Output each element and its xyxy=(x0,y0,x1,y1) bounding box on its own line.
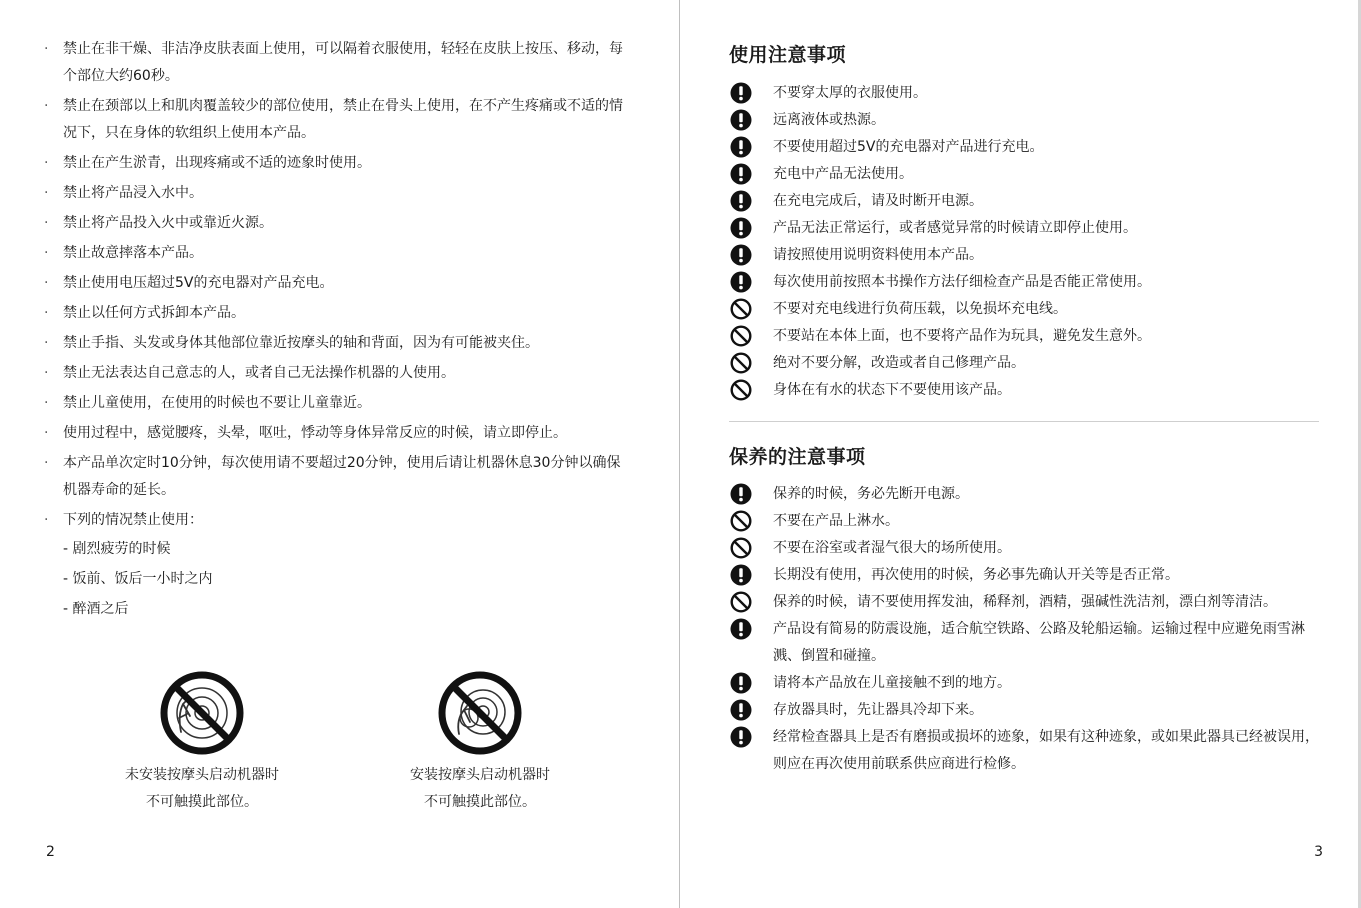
note-text: 身体在有水的状态下不要使用该产品。 xyxy=(773,382,1011,398)
figure-caption-line1: 未安装按摩头启动机器时 xyxy=(125,767,279,783)
note-text: 每次使用前按照本书操作方法仔细检查产品是否能正常使用。 xyxy=(773,274,1151,290)
prohibited-icon xyxy=(730,298,752,320)
list-item: · 禁止在非干燥、非洁净皮肤表面上使用，可以隔着衣服使用，轻轻在皮肤上按压、移动，每个部位大约60秒。 xyxy=(44,36,624,90)
figure-caption-line1: 安装按摩头启动机器时 xyxy=(410,767,550,783)
note-text: 不要站在本体上面，也不要将产品作为玩具，避免发生意外。 xyxy=(773,328,1151,344)
figure-no-touch-unattached xyxy=(92,670,312,816)
figure-caption-line2: 不可触摸此部位。 xyxy=(424,794,536,810)
note-item xyxy=(729,350,1319,377)
no-touch-icon xyxy=(437,670,523,756)
sub-list-item: - 饭前、饭后一小时之内 xyxy=(63,571,213,587)
warning-icon xyxy=(730,136,752,158)
note-text: 产品无法正常运行，或者感觉异常的时候请立即停止使用。 xyxy=(773,220,1137,236)
page-number: 2 xyxy=(46,844,55,860)
list-item: · 禁止手指、头发或身体其他部位靠近按摩头的轴和背面，因为有可能被夹住。 xyxy=(44,330,624,357)
warning-icon xyxy=(730,672,752,694)
note-text: 远离液体或热源。 xyxy=(773,112,885,128)
prohibited-icon xyxy=(730,379,752,401)
note-item xyxy=(729,269,1319,296)
list-item: · 禁止以任何方式拆卸本产品。 xyxy=(44,300,624,327)
note-text: 充电中产品无法使用。 xyxy=(773,166,913,182)
note-text: 请将本产品放在儿童接触不到的地方。 xyxy=(773,675,1011,691)
list-item: · 禁止将产品投入火中或靠近火源。 xyxy=(44,210,624,237)
warning-icon xyxy=(730,244,752,266)
list-item: · 禁止在产生淤青，出现疼痛或不适的迹象时使用。 xyxy=(44,150,624,177)
prohibition-list xyxy=(44,36,624,626)
warning-icon xyxy=(730,618,752,640)
note-item xyxy=(729,242,1319,269)
note-text: 不要对充电线进行负荷压载，以免损坏充电线。 xyxy=(773,301,1067,317)
list-item: · 禁止无法表达自己意志的人，或者自己无法操作机器的人使用。 xyxy=(44,360,624,387)
note-item xyxy=(729,296,1319,323)
right-page xyxy=(681,0,1361,908)
list-item: · 禁止故意摔落本产品。 xyxy=(44,240,624,267)
list-item: · 禁止使用电压超过5V的充电器对产品充电。 xyxy=(44,270,624,297)
list-item-label: 下列的情况禁止使用： xyxy=(63,512,203,528)
note-item xyxy=(729,724,1319,778)
note-item xyxy=(729,134,1319,161)
warning-icon xyxy=(730,271,752,293)
note-text: 请按照使用说明资料使用本产品。 xyxy=(773,247,983,263)
note-text: 绝对不要分解，改造或者自己修理产品。 xyxy=(773,355,1025,371)
note-text: 经常检查器具上是否有磨损或损坏的迹象，如果有这种迹象，或如果此器具已经被误用，则应在再次使用前联系供应商进行检修。 xyxy=(773,729,1319,772)
note-item xyxy=(729,107,1319,134)
note-item xyxy=(729,697,1319,724)
note-item xyxy=(729,377,1319,404)
figure-no-touch-attached xyxy=(370,670,590,816)
note-text: 不要使用超过5V的充电器对产品进行充电。 xyxy=(773,139,1044,155)
note-item xyxy=(729,481,1319,508)
list-item: · 使用过程中，感觉腰疼，头晕，呕吐，悸动等身体异常反应的时候，请立即停止。 xyxy=(44,420,624,447)
prohibited-icon xyxy=(730,510,752,532)
note-item xyxy=(729,616,1319,670)
note-text: 存放器具时，先让器具冷却下来。 xyxy=(773,702,983,718)
usage-section-title: 使用注意事项 xyxy=(729,44,847,66)
note-item xyxy=(729,562,1319,589)
list-item-with-sublist xyxy=(44,507,624,623)
note-text: 长期没有使用，再次使用的时候，务必事先确认开关等是否正常。 xyxy=(773,567,1179,583)
list-item: · 禁止在颈部以上和肌肉覆盖较少的部位使用，禁止在骨头上使用，在不产生疼痛或不适的情况下，只在身体的软组织上使用本产品。 xyxy=(44,93,624,147)
note-item xyxy=(729,188,1319,215)
prohibited-icon xyxy=(730,591,752,613)
note-item xyxy=(729,80,1319,107)
warning-icon xyxy=(730,699,752,721)
usage-notes-list xyxy=(729,80,1319,404)
list-item: · 禁止将产品浸入水中。 xyxy=(44,180,624,207)
warning-icon xyxy=(730,217,752,239)
note-text: 不要在产品上淋水。 xyxy=(773,513,899,529)
warning-icon xyxy=(730,190,752,212)
note-item xyxy=(729,161,1319,188)
warning-icon xyxy=(730,82,752,104)
note-item xyxy=(729,670,1319,697)
sub-list xyxy=(63,536,624,623)
left-page xyxy=(0,0,680,908)
warning-icon xyxy=(730,564,752,586)
note-text: 保养的时候，请不要使用挥发油，稀释剂，酒精，强碱性洗洁剂，漂白剂等清洁。 xyxy=(773,594,1277,610)
sub-list-item: - 醉酒之后 xyxy=(63,601,129,617)
list-item: · 本产品单次定时10分钟，每次使用请不要超过20分钟，使用后请让机器休息30分钟以确保机器寿命的延长。 xyxy=(44,450,624,504)
section-divider xyxy=(729,421,1319,422)
note-text: 不要穿太厚的衣服使用。 xyxy=(773,85,927,101)
list-item: · 禁止儿童使用，在使用的时候也不要让儿童靠近。 xyxy=(44,390,624,417)
figure-caption-line2: 不可触摸此部位。 xyxy=(146,794,258,810)
note-item xyxy=(729,215,1319,242)
note-item xyxy=(729,508,1319,535)
no-touch-icon xyxy=(159,670,245,756)
warning-icon xyxy=(730,483,752,505)
note-text: 不要在浴室或者湿气很大的场所使用。 xyxy=(773,540,1011,556)
care-section-title: 保养的注意事项 xyxy=(729,446,866,468)
prohibited-icon xyxy=(730,325,752,347)
warning-icon xyxy=(730,726,752,748)
sub-list-item: - 剧烈疲劳的时候 xyxy=(63,541,171,557)
note-item xyxy=(729,589,1319,616)
care-notes-list xyxy=(729,481,1319,778)
note-text: 保养的时候，务必先断开电源。 xyxy=(773,486,969,502)
warning-icon xyxy=(730,109,752,131)
prohibited-icon xyxy=(730,352,752,374)
note-item xyxy=(729,535,1319,562)
note-item xyxy=(729,323,1319,350)
warning-icon xyxy=(730,163,752,185)
note-text: 产品设有简易的防震设施，适合航空铁路、公路及轮船运输。运输过程中应避免雨雪淋溅、倒置和碰撞。 xyxy=(773,621,1305,664)
prohibited-icon xyxy=(730,537,752,559)
page-number: 3 xyxy=(1314,844,1323,860)
note-text: 在充电完成后，请及时断开电源。 xyxy=(773,193,983,209)
